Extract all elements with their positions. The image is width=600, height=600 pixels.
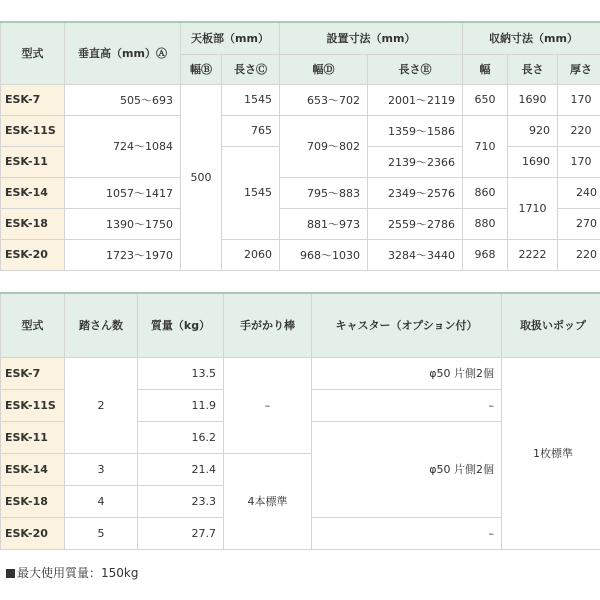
storage-thickness-cell: 270	[558, 208, 600, 239]
storage-width-cell: 968	[463, 239, 508, 270]
model-cell: ESK-11S	[1, 115, 65, 146]
length-e-cell: 1359～1586	[368, 115, 463, 146]
steps-cell: 3	[65, 453, 138, 485]
length-c-cell: 1545	[222, 146, 280, 239]
storage-thickness-cell: 220	[558, 239, 600, 270]
handrail-cell: –	[224, 357, 312, 453]
height-cell: 724～1084	[65, 115, 181, 177]
storage-length-cell: 920	[508, 115, 558, 146]
handrail-cell: 4本標準	[224, 453, 312, 549]
pump-cell: 1枚標準	[502, 357, 600, 549]
length-e-cell: 2559～2786	[368, 208, 463, 239]
storage-thickness-cell: 220	[558, 115, 600, 146]
storage-width-cell: 860	[463, 177, 508, 208]
header-width-b: 幅Ⓑ	[181, 54, 222, 84]
steps-cell: 4	[65, 485, 138, 517]
width-d-cell: 881～973	[280, 208, 368, 239]
storage-width-cell: 710	[463, 115, 508, 177]
mass-cell: 21.4	[138, 453, 224, 485]
height-cell: 1390～1750	[65, 208, 181, 239]
caster-cell: φ50 片側2個	[312, 421, 502, 517]
mass-cell: 23.3	[138, 485, 224, 517]
storage-length-cell: 1710	[508, 177, 558, 239]
header-storage-thickness: 厚さ	[558, 54, 600, 84]
steps-cell: 2	[65, 357, 138, 453]
header-steps: 踏さん数	[65, 293, 138, 357]
model-cell: ESK-20	[1, 517, 65, 549]
header-model: 型式	[1, 293, 65, 357]
steps-cell: 5	[65, 517, 138, 549]
header-length-c: 長さⒸ	[222, 54, 280, 84]
length-e-cell: 2139～2366	[368, 146, 463, 177]
max-load-text: 最大使用質量：150kg	[17, 566, 139, 580]
header-length-e: 長さⒺ	[368, 54, 463, 84]
table-row	[1, 115, 600, 146]
mass-cell: 13.5	[138, 357, 224, 389]
mass-cell: 11.9	[138, 389, 224, 421]
caster-cell: –	[312, 517, 502, 549]
dimensions-table	[0, 21, 600, 271]
model-cell: ESK-18	[1, 208, 65, 239]
length-c-cell: 765	[222, 115, 280, 146]
table-row	[1, 357, 600, 389]
height-cell: 1723～1970	[65, 239, 181, 270]
height-cell: 505～693	[65, 84, 181, 115]
mass-cell: 16.2	[138, 421, 224, 453]
storage-thickness-cell: 170	[558, 84, 600, 115]
header-caster: キャスター（オプション付）	[312, 293, 502, 357]
model-cell: ESK-14	[1, 177, 65, 208]
width-d-cell: 795～883	[280, 177, 368, 208]
caster-cell: φ50 片側2個	[312, 357, 502, 389]
header-storage-width: 幅	[463, 54, 508, 84]
square-bullet-icon	[6, 569, 15, 578]
length-c-cell: 2060	[222, 239, 280, 270]
height-cell: 1057～1417	[65, 177, 181, 208]
width-d-cell: 653～702	[280, 84, 368, 115]
header-handrail: 手がかり棒	[224, 293, 312, 357]
header-storage: 収納寸法（mm）	[463, 22, 600, 54]
header-install: 設置寸法（mm）	[280, 22, 463, 54]
model-cell: ESK-7	[1, 357, 65, 389]
header-width-d: 幅Ⓓ	[280, 54, 368, 84]
length-e-cell: 2349～2576	[368, 177, 463, 208]
caster-cell: –	[312, 389, 502, 421]
width-b-cell: 500	[181, 84, 222, 270]
table-row	[1, 177, 600, 208]
model-cell: ESK-20	[1, 239, 65, 270]
width-d-cell: 709～802	[280, 115, 368, 177]
table-row	[1, 84, 600, 115]
header-model: 型式	[1, 22, 65, 84]
header-top-plate: 天板部（mm）	[181, 22, 280, 54]
model-cell: ESK-7	[1, 84, 65, 115]
storage-length-cell: 1690	[508, 84, 558, 115]
storage-width-cell: 650	[463, 84, 508, 115]
storage-thickness-cell: 170	[558, 146, 600, 177]
model-cell: ESK-11	[1, 421, 65, 453]
model-cell: ESK-14	[1, 453, 65, 485]
mass-cell: 27.7	[138, 517, 224, 549]
specs-table	[0, 292, 600, 550]
storage-length-cell: 2222	[508, 239, 558, 270]
model-cell: ESK-11S	[1, 389, 65, 421]
width-d-cell: 968～1030	[280, 239, 368, 270]
length-c-cell: 1545	[222, 84, 280, 115]
table-row	[1, 239, 600, 270]
model-cell: ESK-18	[1, 485, 65, 517]
header-pump: 取扱いポップ	[502, 293, 600, 357]
model-cell: ESK-11	[1, 146, 65, 177]
length-e-cell: 3284～3440	[368, 239, 463, 270]
storage-length-cell: 1690	[508, 146, 558, 177]
storage-width-cell: 880	[463, 208, 508, 239]
header-mass: 質量（kg）	[138, 293, 224, 357]
storage-thickness-cell: 240	[558, 177, 600, 208]
max-load-note	[6, 564, 138, 581]
length-e-cell: 2001～2119	[368, 84, 463, 115]
header-storage-length: 長さ	[508, 54, 558, 84]
header-height: 垂直高（mm）Ⓐ	[65, 22, 181, 84]
